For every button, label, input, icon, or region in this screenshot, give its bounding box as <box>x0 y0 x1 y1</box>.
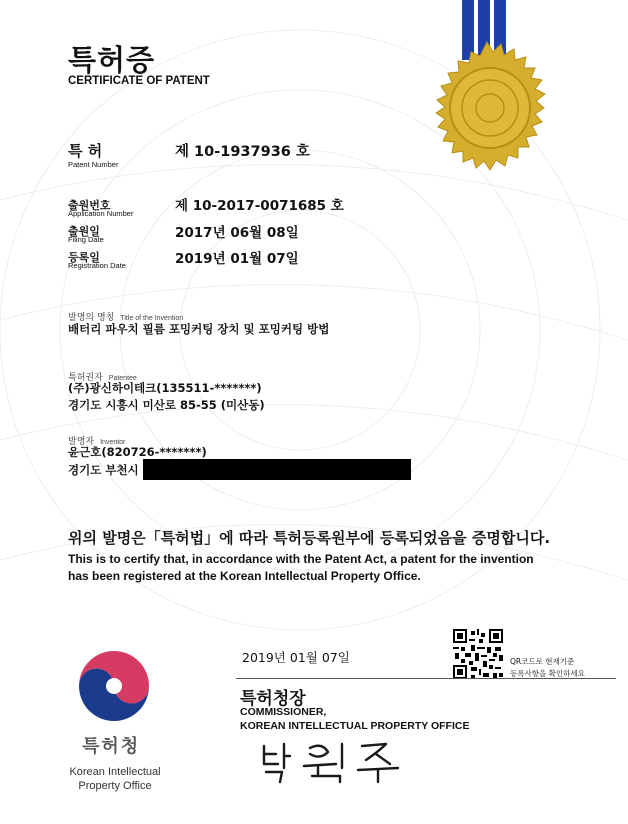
certification-statement-en-2: has been registered at the Korean Intellectual Property Office. <box>68 569 421 583</box>
commissioner-title-en-2: KOREAN INTELLECTUAL PROPERTY OFFICE <box>240 720 470 732</box>
inventor-label-en: Inventor <box>100 439 126 446</box>
invention-label-ko: 발명의 명칭 <box>68 313 115 323</box>
inventor-name: 윤근호(820726-*******) <box>68 445 207 459</box>
application-number-value: 제 10-2017-0071685 호 <box>175 198 344 214</box>
divider-line <box>236 678 616 679</box>
title-english: CERTIFICATE OF PATENT <box>68 75 210 87</box>
patentee-label-en: Patentee <box>108 375 137 382</box>
logo-text-en-2: Property Office <box>78 780 152 792</box>
redaction-bar <box>143 459 411 480</box>
inventor-label-ko: 발명자 <box>68 437 95 447</box>
issue-date: 2019년 01월 07일 <box>242 650 350 665</box>
gold-seal <box>414 40 560 190</box>
qr-note-line2: 등록사항을 확인하세요 <box>510 669 585 678</box>
filing-date-label-en: Filing Date <box>68 235 104 244</box>
application-number-label-en: Application Number <box>68 209 134 218</box>
registration-date-label-en: Registration Date <box>68 261 126 270</box>
invention-title: 배터리 파우치 필름 포밍커팅 장치 및 포밍커팅 방법 <box>68 322 330 336</box>
patent-number-label: 특 허 <box>68 142 103 160</box>
signature-image <box>258 738 408 784</box>
logo-text-ko: 특허청 <box>82 736 141 757</box>
certification-statement-en-1: This is to certify that, in accordance with the Patent Act, a patent for the invention <box>68 552 534 566</box>
patentee-label-ko: 특허권자 <box>68 373 103 383</box>
patent-number-value: 제 10-1937936 호 <box>175 144 310 160</box>
inventor-address: 경기도 부천시 <box>68 463 139 477</box>
commissioner-title-ko: 특허청장 <box>240 689 306 709</box>
certification-statement-ko: 위의 발명은「특허법」에 따라 특허등록원부에 등록되었음을 증명합니다. <box>68 529 551 547</box>
filing-date-label: 출원일 <box>68 225 100 238</box>
patent-number-label-en: Patent Number <box>68 160 119 169</box>
registration-date-value: 2019년 01월 07일 <box>175 251 299 267</box>
title-korean: 특허증 <box>68 43 156 77</box>
qr-note-line1: QR코드로 현재기준 <box>510 657 575 666</box>
patentee-name: (주)광신하이테크(135511-*******) <box>68 381 262 395</box>
kipo-logo-icon <box>77 649 151 723</box>
logo-text-en-1: Korean Intellectual <box>69 766 161 778</box>
qr-code-icon <box>453 629 503 679</box>
commissioner-title-en-1: COMMISSIONER, <box>240 706 327 718</box>
registration-date-label: 등록일 <box>68 251 100 264</box>
invention-label-en: Title of the Invention <box>120 315 184 322</box>
filing-date-value: 2017년 06월 08일 <box>175 225 299 241</box>
patentee-address: 경기도 시흥시 미산로 85-55 (미산동) <box>68 398 265 412</box>
application-number-label: 출원번호 <box>68 199 111 212</box>
